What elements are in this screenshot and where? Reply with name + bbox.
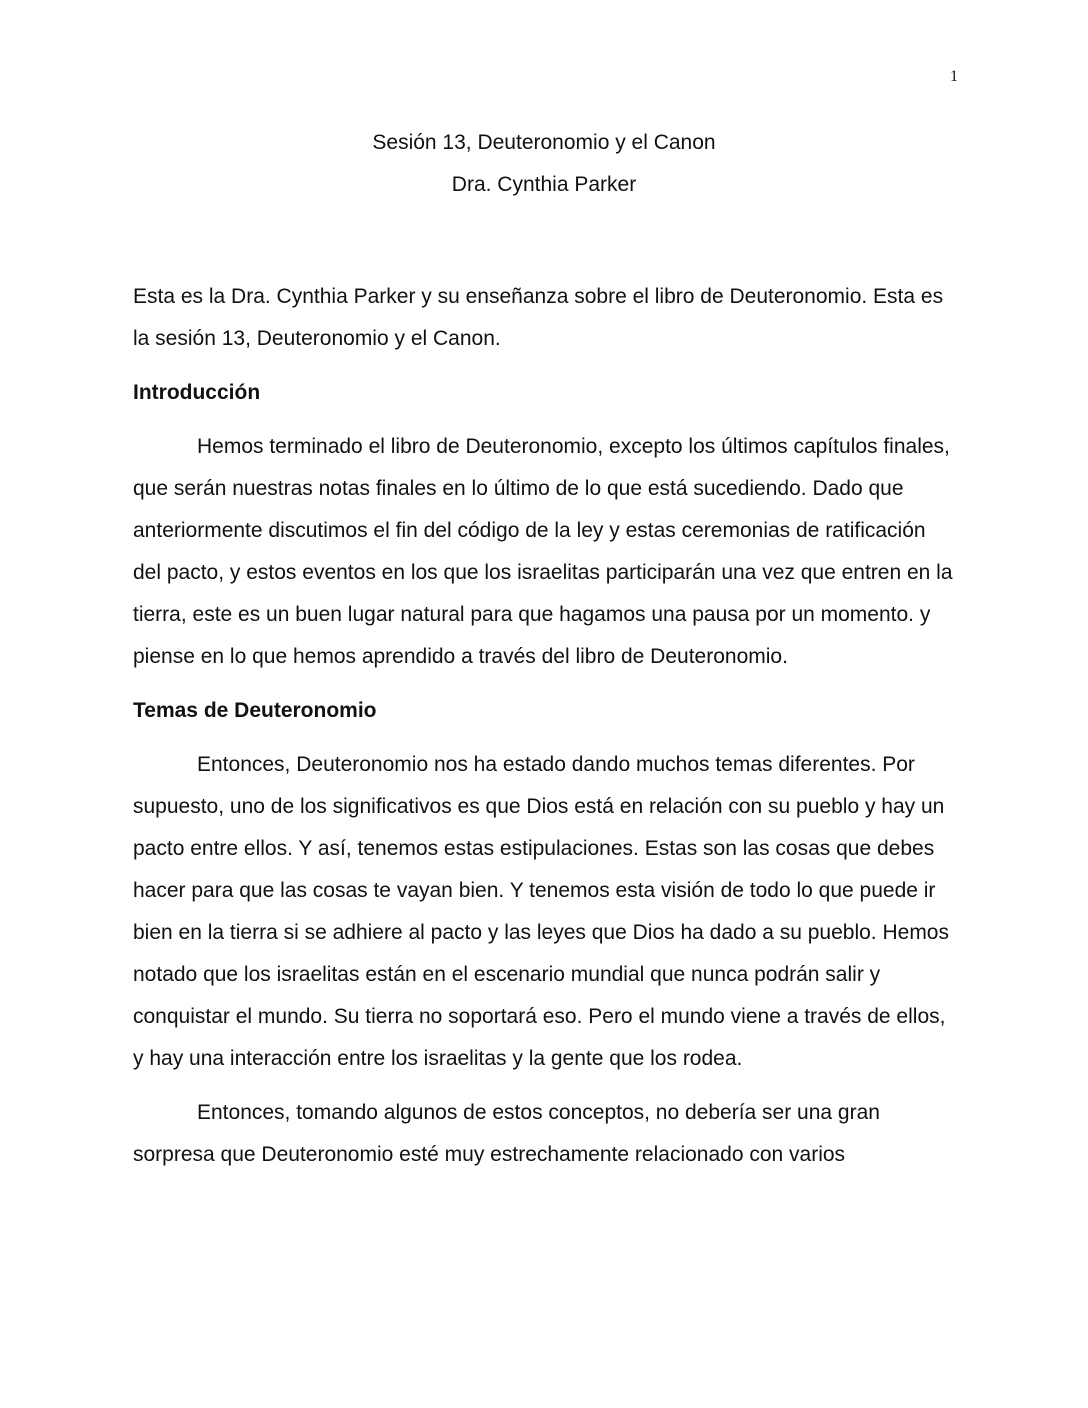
document-body [133,276,956,1188]
intro-paragraph: Esta es la Dra. Cynthia Parker y su enseñanza sobre el libro de Deuteronomio. Esta es la sesión 13, Deuteronomio y el Canon. [133,285,944,350]
body-paragraph: Entonces, tomando algunos de estos conceptos, no debería ser una gran sorpresa que Deuteronomio esté muy estrechamente relacionado con varios [133,1101,880,1166]
body-paragraph: Entonces, Deuteronomio nos ha estado dando muchos temas diferentes. Por supuesto, uno de los significativos es que Dios está en relación con su pueblo y hay un pacto entre ellos. Y así, tenemos estas estipulaciones. Estas son las cosas que debes hacer para que las cosas te vayan bien. Y tenemos esta visión de todo lo que puede ir bien en la tierra si se adhiere al pacto y las leyes que Dios ha dado a su pueblo. Hemos notado que los israelitas están en el escenario mundial que nunca podrán salir y conquistar el mundo. Su tierra no soportará eso. Pero el mundo viene a través de ellos, y hay una interacción entre los israelitas y la gente que los rodea. [133,753,949,1070]
document-author: Dra. Cynthia Parker [451,173,637,196]
section-heading-introduccion: Introducción [133,381,261,404]
page-number: 1 [950,68,958,85]
body-paragraph: Hemos terminado el libro de Deuteronomio, excepto los últimos capítulos finales, que serán nuestras notas finales en lo último de lo que está sucediendo. Dado que anteriormente discutimos el fin del código de la ley y estas ceremonias de ratificación del pacto, y estos eventos en los que los israelitas participarán una vez que entren en la tierra, este es un buen lugar natural para que hagamos una pausa por un momento. y piense en lo que hemos aprendido a través del libro de Deuteronomio. [133,435,953,668]
document-title: Sesión 13, Deuteronomio y el Canon [372,131,716,154]
title-block [0,122,1088,206]
section-heading-temas: Temas de Deuteronomio [133,699,377,722]
